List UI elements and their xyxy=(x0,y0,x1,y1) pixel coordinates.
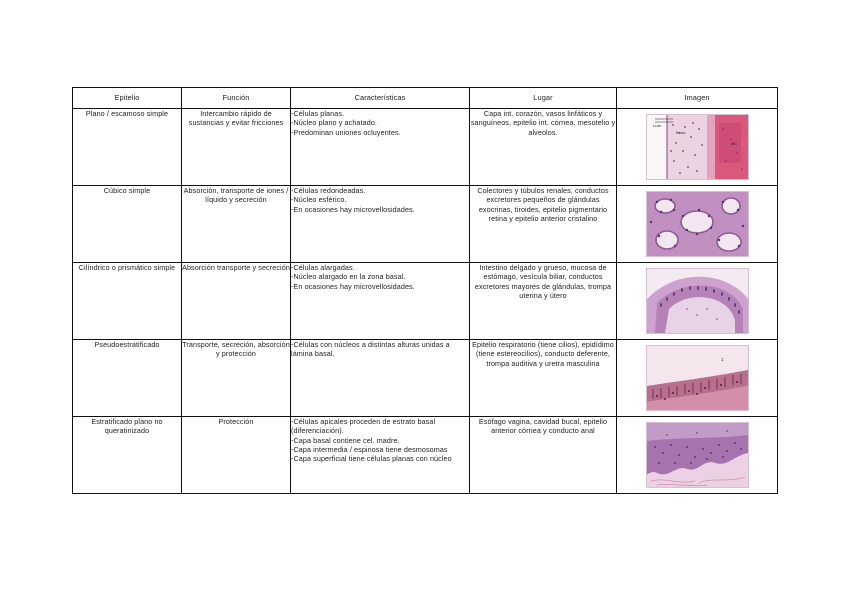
table-row xyxy=(73,263,778,340)
columnar-epithelium-micrograph-icon xyxy=(646,268,749,334)
table-header-row xyxy=(73,88,778,109)
header-funcion: Función xyxy=(182,88,291,109)
caracteristica-line: -Células apicales proceden de estrato basal (diferenciación). xyxy=(291,417,436,436)
lugar-cell: Colectores y túbulos renales, conductos excretores pequeños de glándulas exocrinas, tiroides, epitelio pigmentario retina y epitelio anterior cristalino xyxy=(470,186,617,263)
funcion-cell: Intercambio rápido de sustancias y evitar fricciones xyxy=(182,109,291,186)
epitelio-cell: Cilíndrico o prismático simple xyxy=(73,263,182,340)
table-row xyxy=(73,109,778,186)
cuboidal-epithelium-micrograph-icon xyxy=(646,191,749,257)
caracteristica-line: -Células alargadas. xyxy=(291,263,355,272)
lugar-cell: Esófago vagina, cavidad bucal, epitelio anterior córnea y conducto anal xyxy=(470,417,617,494)
endo-label: Endo xyxy=(675,130,686,135)
header-epitelio: Epitelio xyxy=(73,88,182,109)
imagen-cell xyxy=(617,417,778,494)
squamous-epithelium-micrograph-icon xyxy=(646,114,749,180)
funcion-cell: Transporte, secreción, absorción y protección xyxy=(182,340,291,417)
header-imagen: Imagen xyxy=(617,88,778,109)
image-label-1: 1 xyxy=(720,357,724,362)
table-row xyxy=(73,340,778,417)
pseudostratified-epithelium-micrograph-icon xyxy=(646,345,749,411)
caracteristica-line: -Capa intermedia / espinosa tiene desmosomas xyxy=(291,444,448,454)
caracteristicas-cell xyxy=(291,263,470,340)
stratified-squamous-epithelium-micrograph-icon xyxy=(646,422,749,488)
imagen-cell xyxy=(617,263,778,340)
caracteristicas-cell xyxy=(291,109,470,186)
caracteristica-line: -En ocasiones hay microvellosidades. xyxy=(291,281,415,291)
caracteristicas-cell xyxy=(291,417,470,494)
imagen-cell xyxy=(617,109,778,186)
table-row xyxy=(73,186,778,263)
imagen-cell xyxy=(617,340,778,417)
caracteristicas-cell xyxy=(291,186,470,263)
mc-label: MC xyxy=(730,141,737,146)
epitelio-cell: Plano / escamoso simple xyxy=(73,109,182,186)
epithelium-table xyxy=(72,87,778,494)
caracteristica-line: -En ocasiones hay microvellosidades. xyxy=(291,204,415,214)
lugar-cell: Intestino delgado y grueso, mucosa de estómago, vesícula biliar, conductos excretores mayores de glándulas, trompa uterina y útero xyxy=(470,263,617,340)
funcion-cell: Absorción, transporte de iones / líquido y secreción xyxy=(182,186,291,263)
caracteristicas-cell xyxy=(291,340,470,417)
caracteristica-line: -Núcleo esférico. xyxy=(291,195,347,205)
caracteristica-line: -Capa superficial tiene células planas con núcleo xyxy=(291,454,452,464)
caracteristica-line: -Núcleo plano y achatado. xyxy=(291,118,378,128)
funcion-cell: Protección xyxy=(182,417,291,494)
lugar-cell: Capa int. corazón, vasos linfáticos y sanguíneos, epitelio int. córnea, mesotelio y alveolos. xyxy=(470,109,617,186)
epitelio-cell: Estratificado plano no queratinizado xyxy=(73,417,182,494)
lum-label: Lum xyxy=(652,123,661,128)
funcion-cell: Absorción transporte y secreción xyxy=(182,263,291,340)
table-row xyxy=(73,417,778,494)
imagen-cell xyxy=(617,186,778,263)
header-caracteristicas: Características xyxy=(291,88,470,109)
epitelio-cell: Cúbico simple xyxy=(73,186,182,263)
caracteristica-line: -Capa basal contiene cel. madre. xyxy=(291,435,400,445)
header-lugar: Lugar xyxy=(470,88,617,109)
epitelio-cell: Pseudoestratificado xyxy=(73,340,182,417)
caracteristica-line: -Células planas. xyxy=(291,109,345,118)
caracteristica-line: -Núcleo alargado en la zona basal. xyxy=(291,272,406,282)
lugar-cell: Epitelio respiratorio (tiene cilios), epidídimo (tiene estereocilios), conducto deferente, trompa auditiva y uretra masculina xyxy=(470,340,617,417)
caracteristica-line: -Predominan uniones ocluyentes. xyxy=(291,127,401,137)
caracteristica-line: -Células con núcleos a distintas alturas unidas a lámina basal. xyxy=(291,340,450,359)
caracteristica-line: -Células redondeadas. xyxy=(291,186,366,195)
